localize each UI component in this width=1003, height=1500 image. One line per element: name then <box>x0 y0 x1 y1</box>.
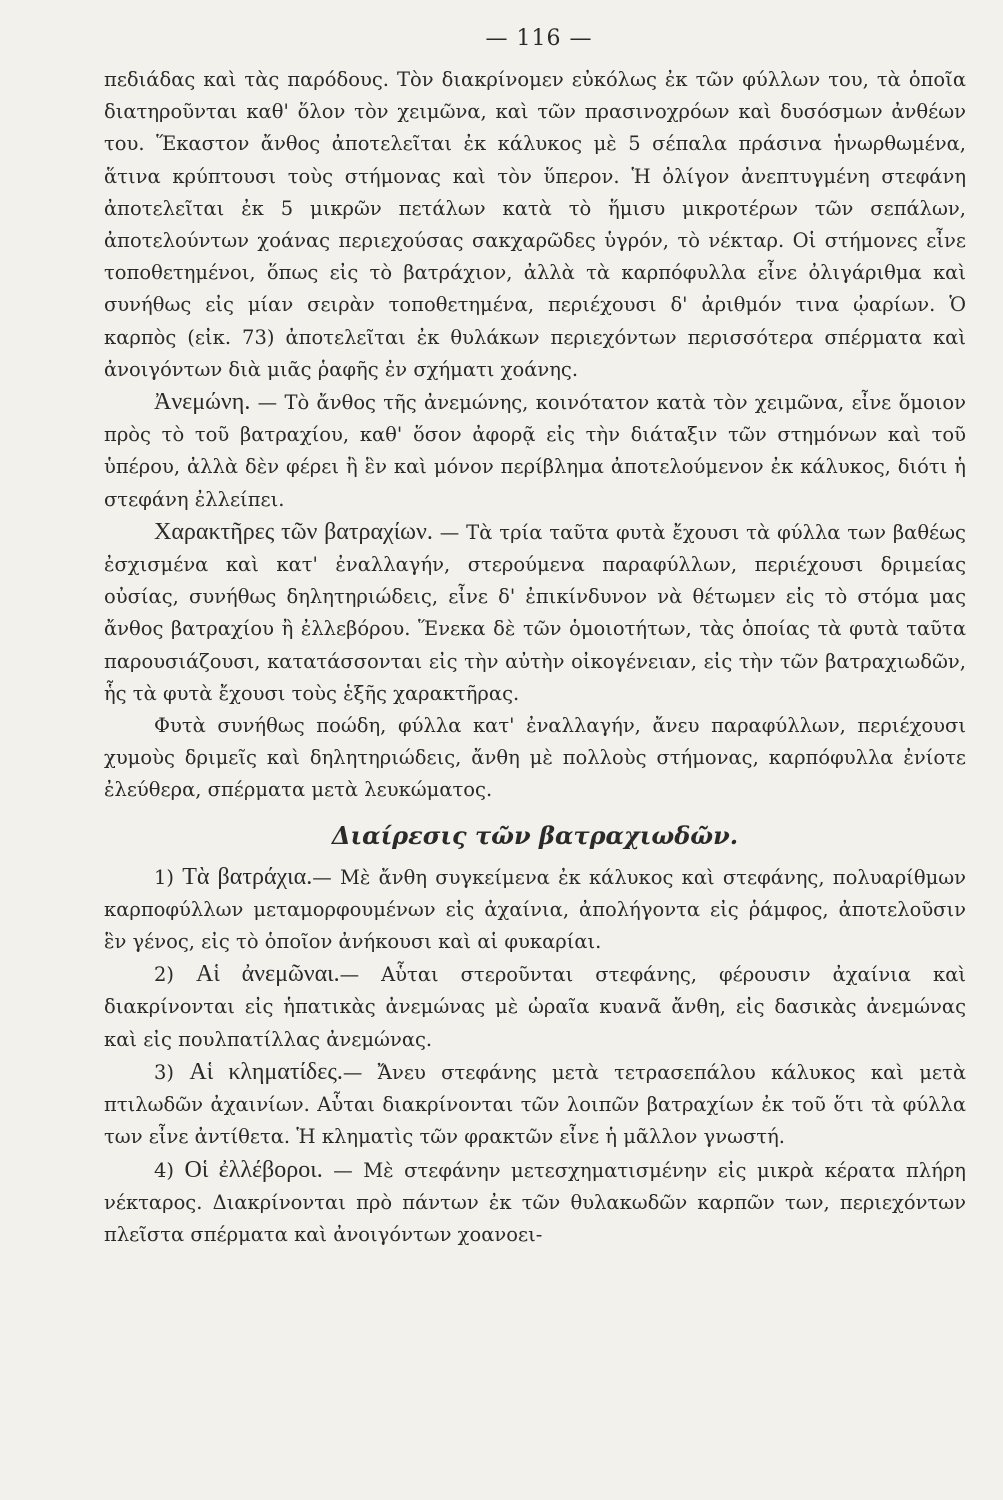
page-number: — 116 — <box>485 26 593 51</box>
division-text: — Μὲ στεφάνην μετεσχηματισμένην εἰς μικρὰ κέρατα πλήρη νέκταρος. Διακρίνονται πρὸ πάντων ἐκ τῶν θυλακωδῶν καρπῶν των, περιεχόντων πλεῖστα σπέρματα καὶ ἀνοιγόντων χοανοει- <box>104 1158 966 1246</box>
paragraph-anemone-text: — Τὸ ἄνθος τῆς ἀνεμώνης, κοινότατον κατὰ τὸν χειμῶνα, εἶνε ὅμοιον πρὸς τὸ τοῦ βατραχίου, καθ' ὅσον ἀφορᾷ εἰς τὴν διάταξιν τῶν στημόνων καὶ τοῦ ὑπέρου, ἀλλὰ δὲν φέρει ἢ ἓν καὶ μόνον περίβλημα ἀποτελούμενον ἐκ κάλυκος, διότι ἡ στεφάνη ἐλλείπει. <box>104 391 966 511</box>
page-body <box>104 64 966 1251</box>
division-term: Αἱ ἀνεμῶναι. <box>196 961 340 988</box>
division-item-1 <box>104 861 966 959</box>
division-text: — Ἄνευ στεφάνης μετὰ τετρασεπάλου κάλυκος καὶ μετὰ πτιλωδῶν ἀχαινίων. Αὗται διακρίνονται τῶν λοιπῶν βατραχίων ἐκ τοῦ ὅτι τὰ φύλλα των εἶνε ἀντίθετα. Ἡ κληματὶς τῶν φρακτῶν εἶνε ἡ μᾶλλον γνωστή. <box>104 1060 966 1149</box>
division-text: — Αὗται στεροῦνται στεφάνης, φέρουσιν ἀχαίνια καὶ διακρίνονται εἰς ἡπατικὰς ἀνεμώνας μὲ ὡραῖα κυανᾶ ἄνθη, εἰς δασικὰς ἀνεμώνας καὶ εἰς πουλπατίλλας ἀνεμώνας. <box>104 963 967 1051</box>
paragraph-continuation: πεδιάδας καὶ τὰς παρόδους. Τὸν διακρίνομεν εὐκόλως ἐκ τῶν φύλλων του, τὰ ὁποῖα διατηροῦνται καθ' ὅλον τὸν χειμῶνα, καὶ τῶν πρασινοχρόων καὶ δυσόσμων ἀνθέων του. Ἕκαστον ἄνθος ἀποτελεῖται ἐκ κάλυκος μὲ 5 σέπαλα πράσινα ἡνωρθωμένα, ἅτινα κρύπτουσι τοὺς στήμονας καὶ τὸν ὕπερον. Ἡ ὀλίγον ἀνεπτυγμένη στεφάνη ἀποτελεῖται ἐκ 5 μικρῶν πετάλων κατὰ τὸ ἥμισυ μικροτέρων τῶν σεπάλων, ἀποτελούντων χοάνας περιεχούσας σακχαρῶδες ὑγρόν, τὸ νέκταρ. Οἱ στήμονες εἶνε τοποθετημένοι, ὅπως εἰς τὸ βατράχιον, ἀλλὰ τὰ καρπόφυλλα εἶνε ὀλιγάριθμα καὶ συνήθως εἰς μίαν σειρὰν τοποθετημένα, περιέχουσι δ' ἀριθμόν τινα ᾠαρίων. Ὁ καρπὸς (εἰκ. 73) ἀποτελεῖται ἐκ θυλάκων περιεχόντων περισσότερα σπέρματα καὶ ἀνοιγόντων διὰ μιᾶς ῥαφῆς ἐν σχήματι χοάνης. <box>104 68 966 381</box>
paragraph-anemone <box>104 386 966 516</box>
term-characters: Χαρακτῆρες τῶν βατραχίων. <box>154 518 433 545</box>
division-item-2 <box>104 958 966 1056</box>
book-page <box>104 0 974 1500</box>
division-item-3 <box>104 1056 966 1154</box>
paragraph-summary: Φυτὰ συνήθως ποώδη, φύλλα κατ' ἐναλλαγήν, ἄνευ παραφύλλων, περιέχουσι χυμοὺς δριμεῖς καὶ δηλητηριώδεις, ἄνθη μὲ πολλοὺς στήμονας, καρπόφυλλα ἐνίοτε ἐλεύθερα, σπέρματα μετὰ λευκώματος. <box>104 714 966 802</box>
division-item-4 <box>104 1154 966 1252</box>
paragraph-characters-text: — Τὰ τρία ταῦτα φυτὰ ἔχουσι τὰ φύλλα των βαθέως ἐσχισμένα καὶ κατ' ἐναλλαγήν, στερούμενα παραφύλλων, περιέχουσι δριμείας οὐσίας, συνήθως δηλητηριώδεις, εἶνε δ' ἐπικίνδυνον νὰ θέτωμεν εἰς τὸ στόμα μας ἄνθος βατραχίου ἢ ἐλλεβόρου. Ἕνεκα δὲ τῶν ὁμοιοτήτων, τὰς ὁποίας τὰ φυτὰ ταῦτα παρουσιάζουσι, κατατάσσονται εἰς τὴν αὐτὴν οἰκογένειαν, εἰς τὴν τῶν βατραχιωδῶν, ἧς τὰ φυτὰ ἔχουσι τοὺς ἑξῆς χαρακτῆρας. <box>104 520 966 705</box>
division-text: — Μὲ ἄνθη συγκείμενα ἐκ κάλυκος καὶ στεφάνης, πολυαρίθμων καρποφύλλων μεταμορφουμένων εἰς ἀχαίνια, ἀπολήγοντα εἰς ῥάμφος, ἀποτελοῦσιν ἓν γένος, εἰς τὸ ὁποῖον ἀνήκουσι καὶ αἱ φυκαρίαι. <box>104 865 966 954</box>
division-number: 4) <box>154 1158 175 1182</box>
term-anemone: Ἀνεμώνη. <box>154 389 251 416</box>
paragraph-characters <box>104 516 966 710</box>
division-number: 1) <box>154 865 175 889</box>
division-term: Οἱ ἐλλέβοροι. <box>184 1156 323 1183</box>
section-heading: Διαίρεσις τῶν βατραχιωδῶν. <box>331 820 739 850</box>
division-number: 2) <box>154 963 175 987</box>
division-term: Τὰ βατράχια. <box>182 863 313 890</box>
division-number: 3) <box>154 1060 175 1084</box>
division-term: Αἱ κληματίδες. <box>189 1058 343 1085</box>
